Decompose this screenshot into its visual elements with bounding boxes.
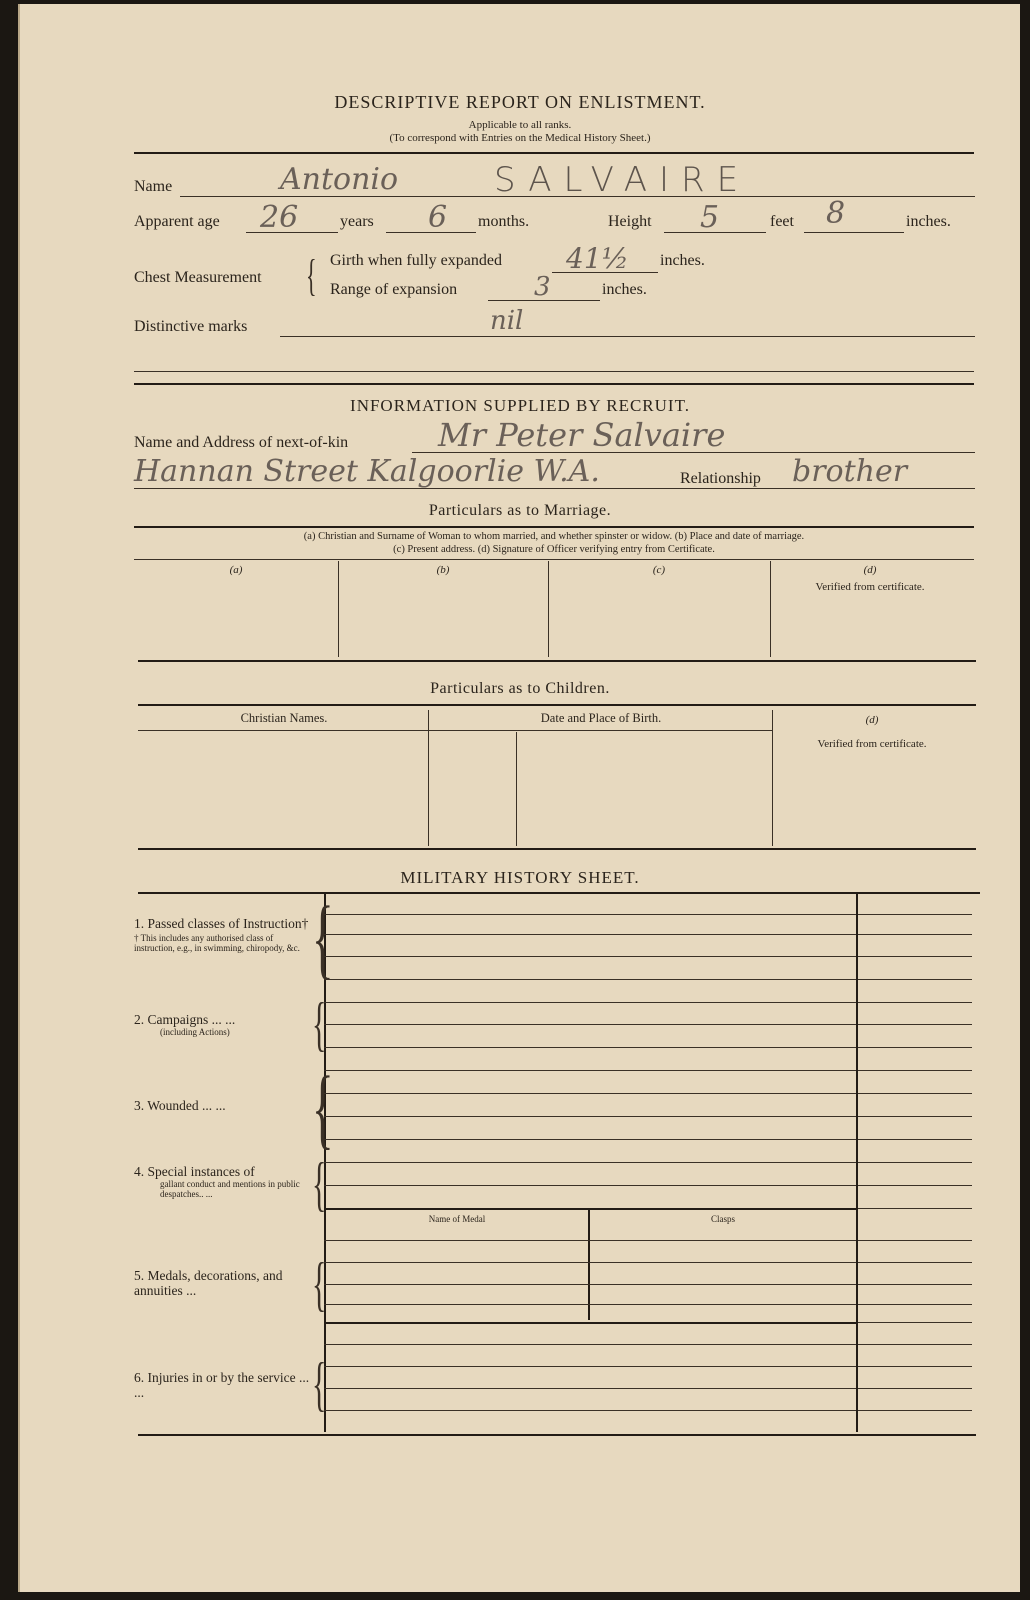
- form-note-correspond: (To correspond with Entries on the Medical History Sheet.): [389, 132, 651, 144]
- military-item-1: 1. Passed classes of Instruction† † This includes any authorised class of instruction, e.g., in swimming, chiropody, &c.: [134, 916, 314, 953]
- ruled-line: [324, 1344, 856, 1345]
- ruled-line: [324, 1366, 856, 1367]
- ruled-line: [324, 1162, 856, 1163]
- military-item-4: 4. Special instances of gallant conduct and mentions in public despatches.. ...: [134, 1164, 314, 1199]
- kin-label: Name and Address of next-of-kin: [134, 434, 349, 451]
- height-inches-line: [804, 232, 904, 233]
- military-item-1-note: † This includes any authorised class of instruction, e.g., in swimming, chiropody, &c.: [134, 933, 300, 953]
- ruled-line: [858, 1284, 972, 1285]
- ruled-line: [324, 1388, 856, 1389]
- ruled-line: [858, 1366, 972, 1367]
- marriage-table-top: [134, 559, 974, 560]
- range-value: 3: [534, 272, 551, 302]
- height-feet-value: 5: [700, 200, 720, 235]
- height-inches-value: 8: [826, 196, 846, 231]
- ruled-line: [324, 1024, 856, 1025]
- divider: [138, 660, 976, 662]
- ruled-line: [858, 1208, 972, 1209]
- ruled-line: [858, 914, 972, 915]
- kin-address-handwritten: Hannan Street Kalgoorlie W.A.: [134, 454, 600, 489]
- marks-value: nil: [490, 306, 524, 336]
- marriage-col-c: (c): [652, 564, 666, 576]
- ruled-line: [858, 1185, 972, 1186]
- marriage-verified: Verified from certificate.: [815, 581, 925, 593]
- children-heading: Particulars as to Children.: [430, 680, 610, 697]
- age-months-value: 6: [428, 200, 448, 235]
- marriage-heading: Particulars as to Marriage.: [428, 502, 612, 519]
- ruled-line: [324, 1304, 856, 1305]
- children-col-divider: [428, 710, 429, 846]
- ruled-line: [858, 1093, 972, 1094]
- marriage-note-2: (c) Present address. (d) Signature of Officer verifying entry from Certificate.: [393, 544, 715, 555]
- girth-value: 41½: [566, 242, 629, 275]
- children-table-top: [138, 704, 976, 706]
- military-col-divider: [856, 894, 858, 1432]
- form-title: DESCRIPTIVE REPORT ON ENLISTMENT.: [334, 92, 706, 112]
- clasps-col-header: Clasps: [710, 1214, 735, 1224]
- chest-brace: {: [306, 251, 317, 300]
- ruled-line: [324, 934, 856, 935]
- divider: [134, 526, 974, 528]
- ruled-line: [858, 956, 972, 957]
- ruled-line: [324, 1139, 856, 1140]
- ruled-line: [858, 1070, 972, 1071]
- military-item-6: 6. Injuries in or by the service ... ...: [134, 1370, 310, 1400]
- kin-name-handwritten: Mr Peter Salvaire: [438, 416, 726, 454]
- inches-label: inches.: [906, 213, 951, 230]
- name-label: Name: [134, 178, 173, 195]
- ruled-line: [324, 914, 856, 915]
- ruled-line: [858, 1047, 972, 1048]
- divider: [134, 152, 974, 154]
- height-label: Height: [608, 213, 652, 230]
- ruled-line: [858, 1116, 972, 1117]
- ruled-line: [858, 1162, 972, 1163]
- feet-label: feet: [770, 213, 794, 230]
- children-col-divider: [772, 710, 773, 846]
- ruled-line: [324, 1284, 856, 1285]
- ruled-line: [858, 979, 972, 980]
- ruled-line: [324, 956, 856, 957]
- girth-unit: inches.: [660, 252, 705, 269]
- ruled-line: [858, 934, 972, 935]
- ruled-line: [858, 1024, 972, 1025]
- relationship-label: Relationship: [680, 470, 761, 487]
- military-item-3: 3. Wounded ... ...: [134, 1098, 226, 1113]
- marriage-col-d: (d): [863, 564, 877, 576]
- children-col-birth: Date and Place of Birth.: [540, 711, 662, 725]
- children-header-line: [138, 730, 772, 731]
- children-verified: Verified from certificate.: [817, 738, 927, 750]
- ruled-line: [324, 1185, 856, 1186]
- ruled-line: [858, 1304, 972, 1305]
- marks-line-2: [134, 371, 974, 372]
- military-table-top: [138, 892, 980, 894]
- military-item-5: 5. Medals, decorations, and annuities ...: [134, 1268, 283, 1298]
- given-name-handwritten: Antonio: [280, 162, 399, 197]
- girth-label: Girth when fully expanded: [330, 252, 502, 269]
- ruled-line: [324, 1208, 856, 1210]
- ruled-line: [324, 1093, 856, 1094]
- marriage-note-1: (a) Christian and Surname of Woman to whom married, and whether spinster or widow. (b) Place and date of marriage.: [303, 531, 805, 542]
- divider: [138, 848, 976, 850]
- chest-label: Chest Measurement: [134, 269, 262, 286]
- form-note-ranks: Applicable to all ranks.: [468, 119, 572, 131]
- marriage-col-a: (a): [229, 564, 243, 576]
- children-col-divider: [516, 732, 517, 846]
- months-label: months.: [478, 213, 530, 230]
- marks-label: Distinctive marks: [134, 318, 248, 335]
- relationship-value: brother: [792, 454, 908, 489]
- recruit-heading: INFORMATION SUPPLIED BY RECRUIT.: [350, 396, 690, 415]
- years-label: years: [340, 213, 374, 230]
- age-years-value: 26: [260, 200, 299, 235]
- children-col-d: (d): [865, 714, 879, 726]
- range-unit: inches.: [602, 281, 647, 298]
- ruled-line: [858, 1002, 972, 1003]
- marks-line: [280, 336, 975, 337]
- ruled-line: [324, 1116, 856, 1117]
- ruled-line: [858, 1262, 972, 1263]
- ruled-line: [858, 1388, 972, 1389]
- ruled-line: [324, 1410, 856, 1411]
- military-item-4-note: gallant conduct and mentions in public despatches.. ...: [160, 1179, 300, 1199]
- ruled-line: [324, 1262, 856, 1263]
- ruled-line: [858, 1410, 972, 1411]
- military-heading: MILITARY HISTORY SHEET.: [400, 868, 640, 887]
- ruled-line: [324, 979, 856, 980]
- ruled-line: [858, 1344, 972, 1345]
- ruled-line: [858, 1240, 972, 1241]
- ruled-line: [858, 1139, 972, 1140]
- military-item-2-note: (including Actions): [160, 1027, 230, 1037]
- marriage-col-b: (b): [436, 564, 450, 576]
- ruled-line: [324, 1002, 856, 1003]
- military-item-2: 2. Campaigns ... ... (including Actions): [134, 1012, 314, 1037]
- divider: [134, 383, 974, 385]
- ruled-line: [324, 1047, 856, 1048]
- range-label: Range of expansion: [330, 281, 458, 298]
- surname-handwritten: SALVAIRE: [494, 160, 751, 200]
- ruled-line: [858, 1322, 972, 1323]
- age-label: Apparent age: [134, 213, 220, 230]
- enlistment-form-page: DESCRIPTIVE REPORT ON ENLISTMENT. Applicable to all ranks. (To correspond with Entries on the Medical History Sheet.) Name Antonio SALVAIRE Apparent age 26 years 6 months. Height 5 feet 8 inches. Chest Measurement { Girth when fully expanded 41½ inches. Range of expansion 3 inches. Distinctive marks nil INFORMATION SUPPLIED BY RECRUIT. Name and Address of next-of-kin Mr Peter Salvaire Hannan Street Kalgoorlie W.A. Relationship brother Particulars as to Marriage. (a) Christian and Surname of Woman to whom married, and whether spinster or widow. (b) Place and date of marriage. (c) Present address. (d) Signature of Officer verifying entry from Certificate. (a) (b) (c) (d) Verified from certificate. Particulars as to Children. Christian Names. Date and Place of Birth. (d) Verified from certificate. MILITARY HISTORY SHEET. Name of Medal Clasps 1. Passed classes of Instruction† † This includes any authorised class of instruction, e.g., in swimming, chiropody, &c. { 2. Campaigns ... ... (including Actions) { 3. Wounded ... ... { 4. Special instances of gallant conduct and mentions in public despatches.. ... { 5. Medals, decorations, and annuities ... { 6. Injuries in or by the service ... ... {: [18, 4, 1020, 1592]
- ruled-line: [324, 1322, 856, 1324]
- ruled-line: [324, 1240, 856, 1241]
- military-table-bottom: [138, 1434, 976, 1436]
- ruled-line: [324, 1070, 856, 1071]
- medal-col-header: Name of Medal: [428, 1214, 486, 1224]
- children-col-names: Christian Names.: [240, 711, 328, 725]
